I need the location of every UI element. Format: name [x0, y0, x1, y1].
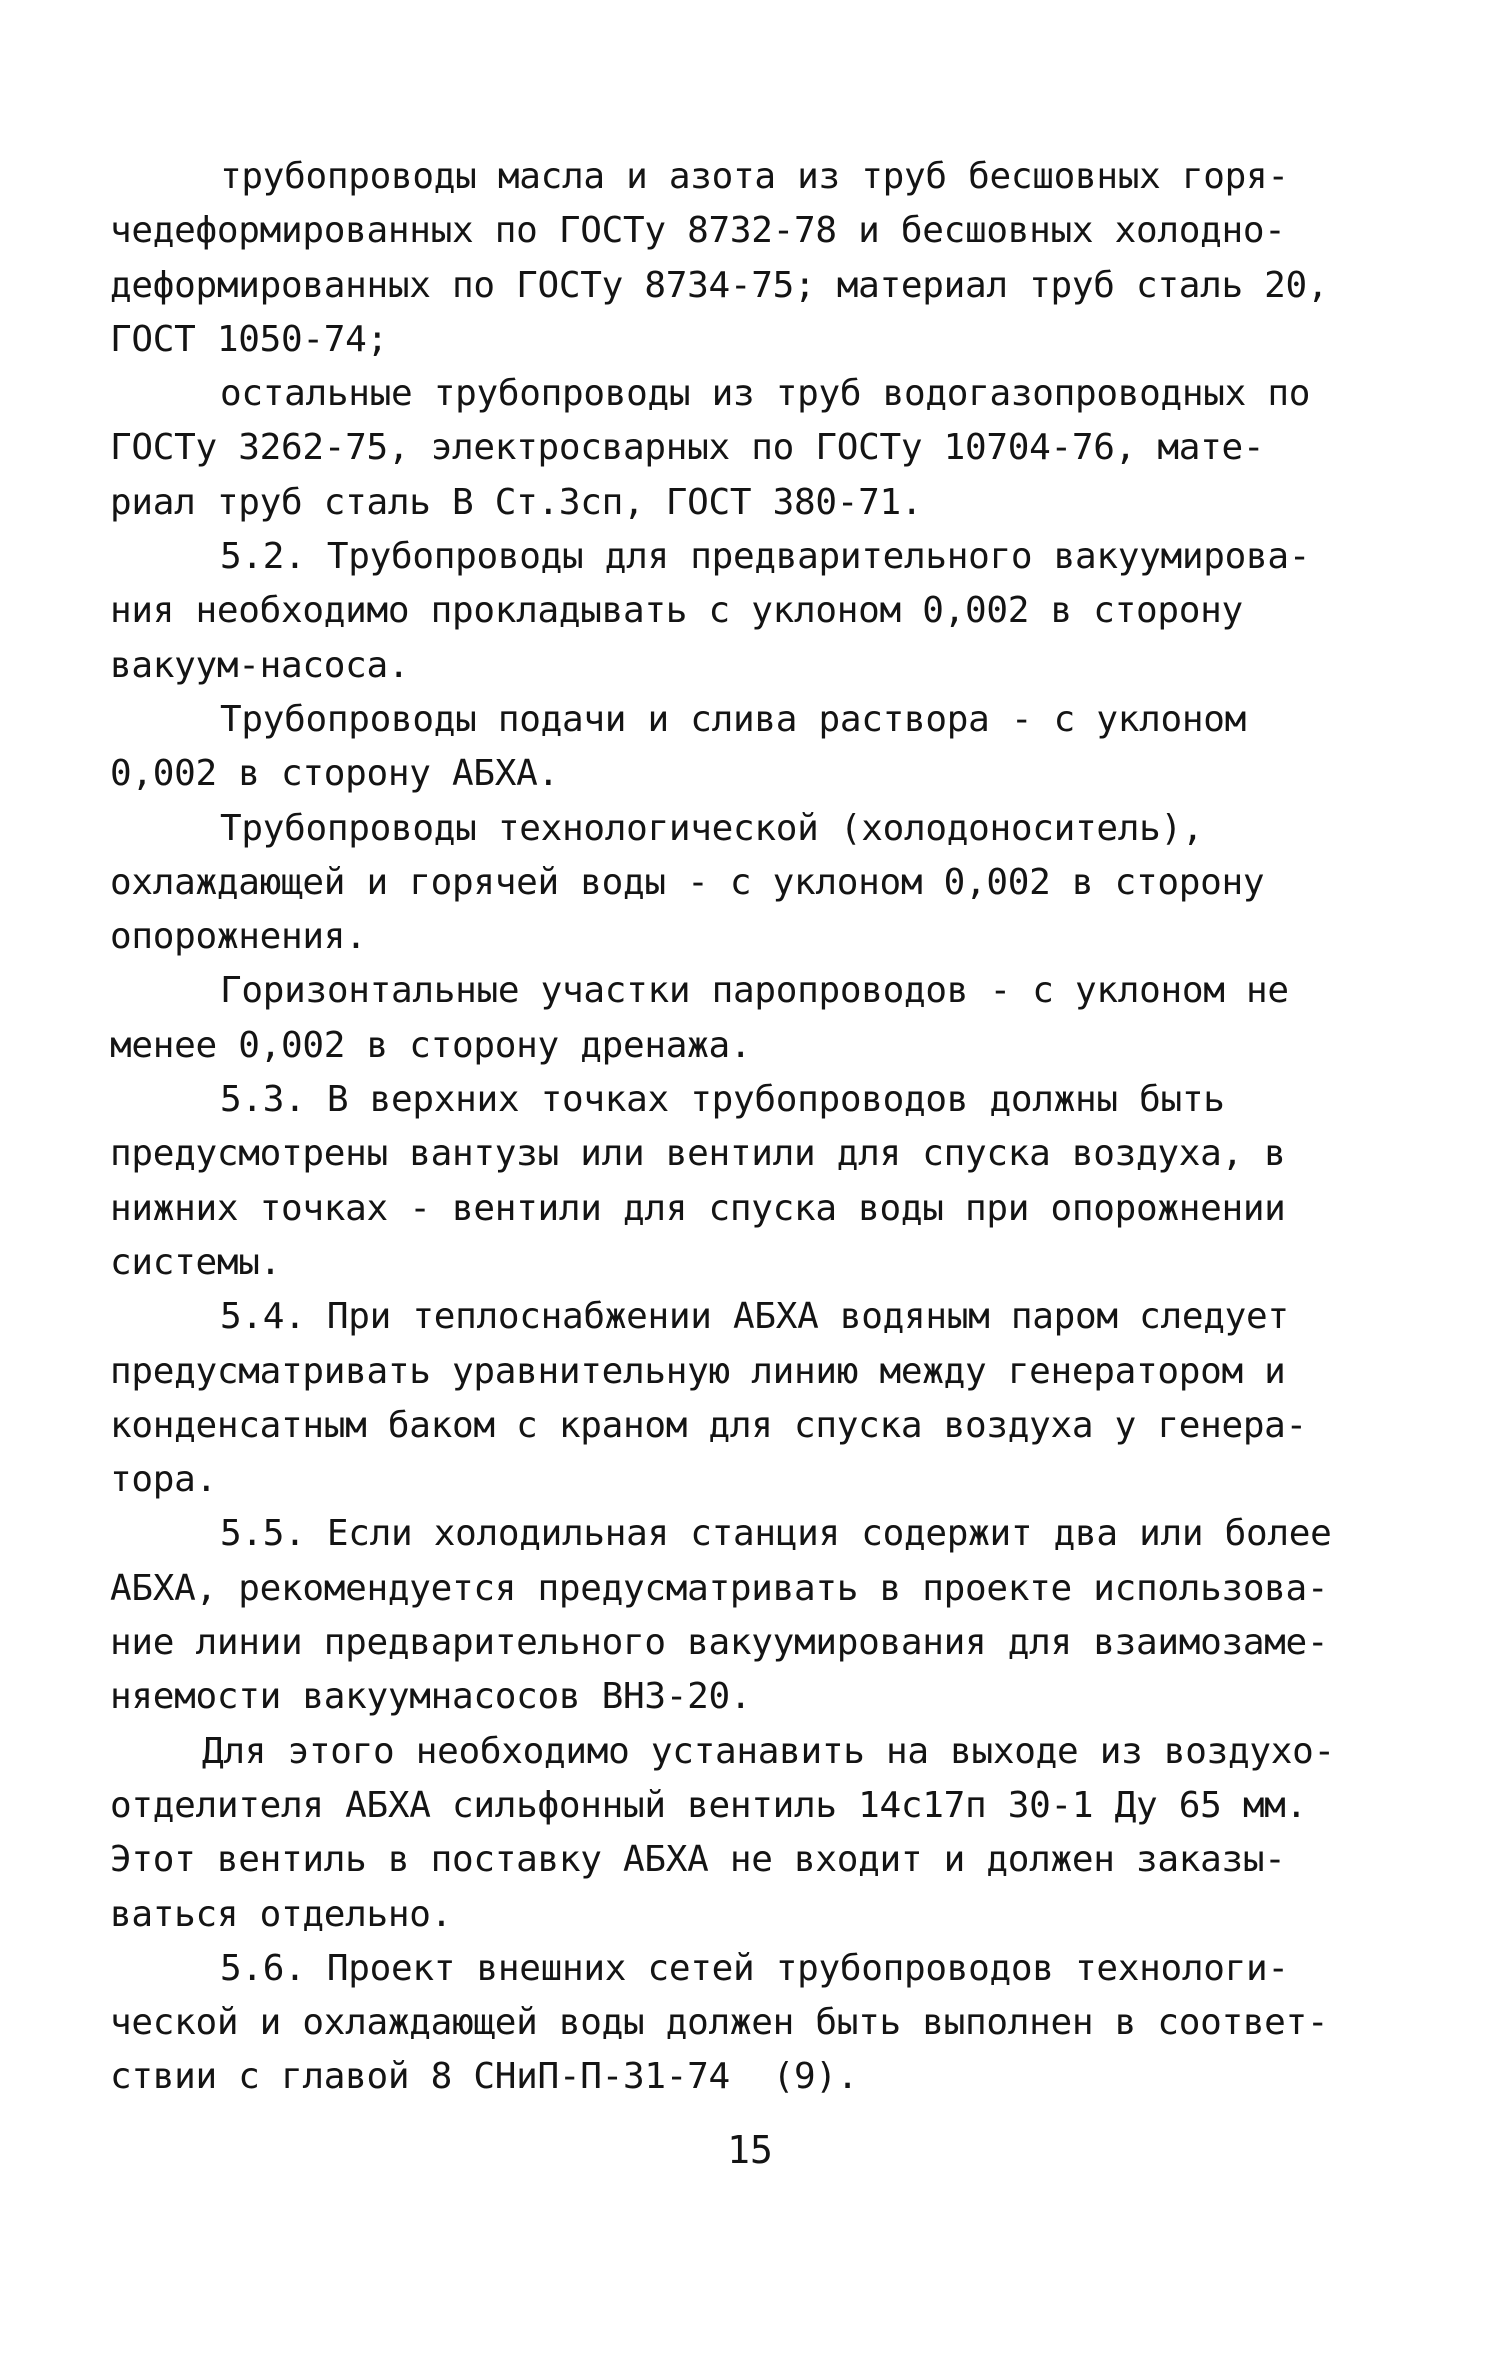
text-line: охлаждающей и горячей воды - с уклоном 0,002 в сторону	[110, 861, 1265, 903]
text-line: трубопроводы масла и азота из труб бесшовных горя-	[220, 156, 1289, 197]
section-heading-line: 5.5. Если холодильная станция содержит два или более	[220, 1513, 1332, 1555]
text-line: чедеформированных по ГОСТу 8732-78 и бесшовных холодно-	[110, 210, 1286, 252]
text-line: вакуум-насоса.	[110, 644, 410, 686]
text-line: системы.	[110, 1241, 281, 1283]
section-heading-line: 5.2. Трубопроводы для предварительного вакуумирова-	[220, 536, 1311, 578]
text-line: предусмотрены вантузы или вентили для спуска воздуха, в	[110, 1133, 1286, 1175]
text-line: ГОСТу 3262-75, электросварных по ГОСТу 10704-76, мате-	[110, 427, 1265, 469]
text-line: риал труб сталь В Ст.3сп, ГОСТ 380-71.	[110, 481, 923, 523]
text-line: Горизонтальные участки паропроводов - с уклоном не	[220, 970, 1289, 1012]
document-page	[110, 150, 1400, 2300]
page-number: 15	[727, 2128, 773, 2172]
section-heading-line: 5.6. Проект внешних сетей трубопроводов технологи-	[220, 1947, 1289, 1989]
text-line: ния необходимо прокладывать с уклоном 0,002 в сторону	[110, 590, 1243, 632]
text-line: АБХА, рекомендуется предусматривать в проекте использова-	[110, 1567, 1329, 1609]
text-line: нижних точках - вентили для спуска воды при опорожнении	[110, 1187, 1286, 1229]
text-line: Этот вентиль в поставку АБХА не входит и должен заказы-	[110, 1839, 1286, 1881]
text-line: тора.	[110, 1459, 217, 1501]
text-line: остальные трубопроводы из труб водогазопроводных по	[220, 373, 1311, 415]
text-line: ваться отдельно.	[110, 1893, 452, 1935]
section-heading-line: 5.3. В верхних точках трубопроводов должны быть	[220, 1079, 1225, 1121]
text-line: ческой и охлаждающей воды должен быть выполнен в соответ-	[110, 2002, 1329, 2044]
text-line: ГОСТ 1050-74;	[110, 318, 388, 360]
text-line: менее 0,002 в сторону дренажа.	[110, 1024, 752, 1066]
text-line: 0,002 в сторону АБХА.	[110, 753, 559, 795]
text-line: няемости вакуумнасосов ВНЗ-20.	[110, 1676, 752, 1718]
text-line: Трубопроводы подачи и слива раствора - с уклоном	[220, 698, 1246, 740]
text-line: Трубопроводы технологической (холодоноситель),	[220, 807, 1204, 849]
text-line: опорожнения.	[110, 916, 367, 958]
text-line: ние линии предварительного вакуумирования для взаимозаме-	[110, 1622, 1329, 1664]
text-line: конденсатным баком с краном для спуска воздуха у генера-	[110, 1404, 1307, 1446]
text-line: отделителя АБХА сильфонный вентиль 14с17п 30-1 Ду 65 мм.	[110, 1784, 1307, 1826]
text-line: ствии с главой 8 СНиП-П-31-74 (9).	[110, 2056, 859, 2098]
section-heading-line: 5.4. При теплоснабжении АБХА водяным паром следует	[220, 1296, 1289, 1338]
text-line: предусматривать уравнительную линию между генератором и	[110, 1350, 1286, 1392]
text-line: деформированных по ГОСТу 8734-75; материал труб сталь 20,	[110, 264, 1329, 306]
text-line: Для этого необходимо устанавить на выходе из воздухо-	[202, 1730, 1335, 1772]
